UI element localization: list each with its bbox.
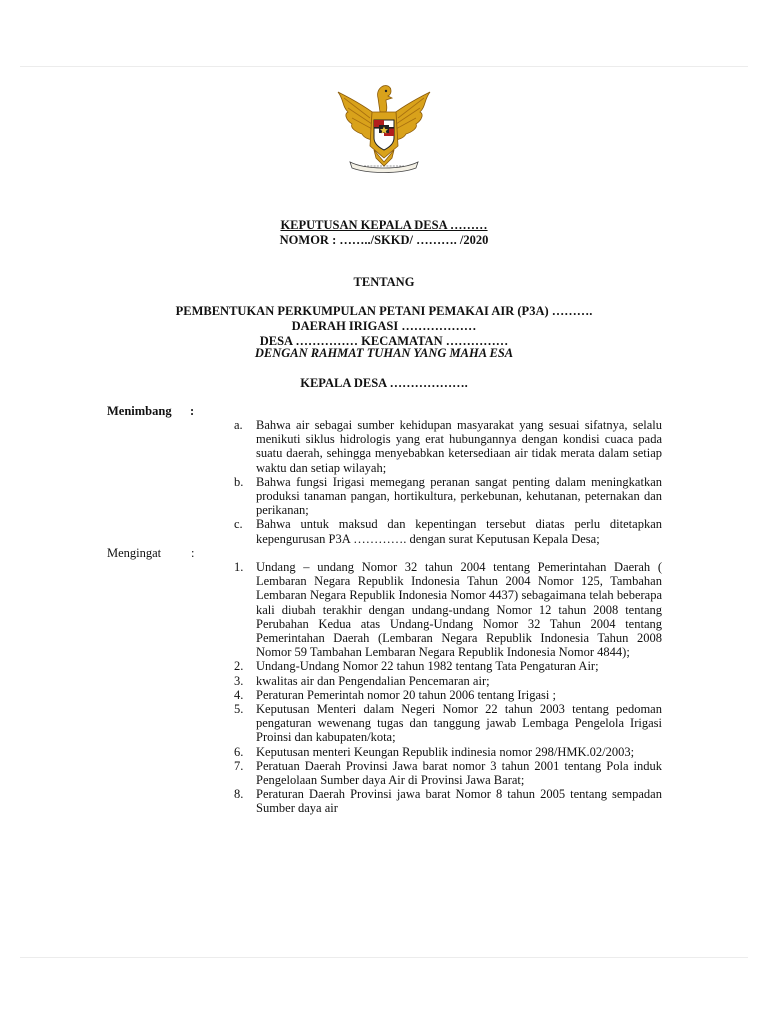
garuda-emblem-icon [330, 78, 438, 178]
decree-title: KEPUTUSAN KEPALA DESA ……… [280, 218, 488, 232]
mengingat-list [234, 560, 662, 816]
list-item [234, 759, 662, 787]
list-text: Undang – undang Nomor 32 tahun 2004 tentang Pemerintahan Daerah ( Lembaran Negara Republik Indonesia Tahun 2004 Nomor 125, Tambahan Lembaran Negara Republik Indonesia Nomor 4437) sebagaimana telah beberapa kali diubah terakhir dengan undang-undang Nomor 12 tahun 2008 tentang Perubahan Kedua atas Undang-Undang Nomor 32 Tahun 2004 tentang Pemerintahan Daerah (Lembaran Negara Republik Indonesia Tahun 2008 Nomor 59 Tambahan Lembaran Negara Republik Indonesia Nomor 4844); [256, 560, 662, 660]
list-text: Bahwa fungsi Irigasi memegang peranan sangat penting dalam meningkatkan produksi tanaman pangan, hortikultura, perkebunan, kehutanan, peternakan dan perikanan; [256, 474, 662, 518]
page-bottom-border [20, 957, 748, 958]
kepala-desa-heading: KEPALA DESA ………………. [300, 376, 468, 390]
list-text: Keputusan Menteri dalam Negeri Nomor 22 tahun 2003 tentang pedoman pengaturan wewenang tugas dan tanggung jawab Lembaga Pengelola Irigasi Proinsi dan kabupaten/kota; [256, 702, 662, 745]
list-item [234, 418, 662, 475]
list-marker: c. [234, 517, 243, 532]
list-marker: 3. [234, 673, 244, 688]
invocation-line: DENGAN RAHMAT TUHAN YANG MAHA ESA [254, 346, 514, 360]
list-marker: 4. [234, 687, 244, 702]
tentang-heading: TENTANG [353, 275, 415, 289]
mengingat-label: Mengingat [107, 546, 162, 560]
list-marker: 2. [234, 659, 244, 674]
menimbang-list [234, 418, 662, 546]
list-item [234, 475, 662, 518]
list-marker: 7. [234, 758, 244, 773]
list-marker: 1. [234, 560, 244, 574]
list-item [234, 702, 662, 745]
list-text: Bahwa air sebagai sumber kehidupan masyarakat yang sesuai sifatnya, selalu menikuti siklus hidrologis yang erat hubungannya dengan kondisi cuaca pada suatu daerah, sehingga menyebabkan ketersediaan air tidak merata dalam setiap waktu dan setiap wilayah; [256, 418, 662, 475]
subject-line-2: DAERAH IRIGASI ……………… [291, 319, 477, 333]
list-item [234, 560, 662, 659]
subject-line-1: PEMBENTUKAN PERKUMPULAN PETANI PEMAKAI AIR (P3A) ………. [175, 304, 593, 318]
list-item [234, 659, 662, 673]
list-text: Peraturan Pemerintah nomor 20 tahun 2006 tentang Irigasi ; [256, 687, 556, 702]
menimbang-label: Menimbang [107, 404, 172, 418]
list-text: Undang-Undang Nomor 22 tahun 1982 tentang Tata Pengaturan Air; [256, 659, 599, 674]
list-item [234, 517, 662, 545]
list-item [234, 688, 662, 702]
mengingat-colon: : [191, 546, 195, 560]
list-item [234, 674, 662, 688]
list-text: Keputusan menteri Keungan Republik indinesia nomor 298/HMK.02/2003; [256, 744, 635, 759]
list-marker: 5. [234, 702, 244, 717]
list-marker: 8. [234, 787, 244, 802]
list-marker: a. [234, 418, 243, 432]
list-text: Bahwa untuk maksud dan kepentingan tersebut diatas perlu ditetapkan kepengurusan P3A …………. dengan surat Keputusan Kepala Desa; [256, 517, 662, 546]
decree-number: NOMOR : ……../SKKD/ ………. /2020 [279, 233, 489, 247]
list-marker: 6. [234, 744, 244, 759]
list-text: Peratuan Daerah Provinsi Jawa barat nomor 3 tahun 2001 tentang Pola induk Pengelolaan Sumber daya Air di Provinsi Jawa Barat; [256, 758, 662, 788]
list-item [234, 787, 662, 815]
list-text: Peraturan Daerah Provinsi jawa barat Nomor 8 tahun 2005 tentang sempadan Sumber daya air [256, 787, 662, 816]
list-marker: b. [234, 474, 244, 489]
page-top-border [20, 66, 748, 67]
list-item [234, 745, 662, 759]
list-text: kwalitas air dan Pengendalian Pencemaran air; [256, 673, 490, 688]
subject-line-3: DESA …………… KECAMATAN …………… [259, 334, 509, 348]
menimbang-colon: : [190, 404, 195, 418]
